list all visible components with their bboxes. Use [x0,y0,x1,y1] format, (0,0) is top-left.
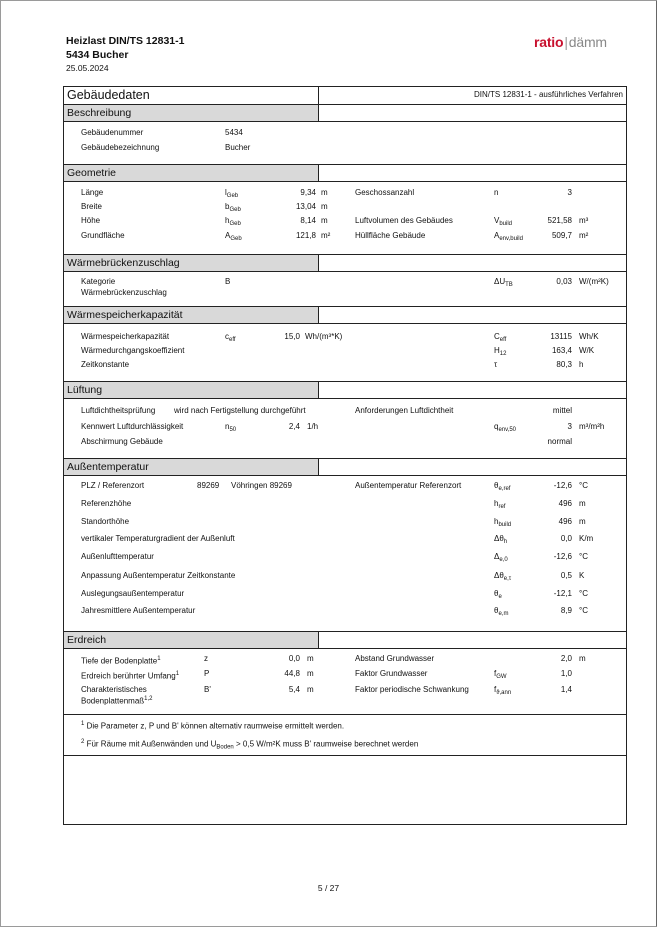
label-waermebrueckenzuschlag: Wärmebrückenzuschlag [81,288,167,297]
section-geometrie: Geometrie [67,167,117,179]
label-gebaeudenummer: Gebäudenummer [81,128,144,137]
value-kategorie: B [225,277,231,286]
value-gebaeudebezeichnung: Bucher [225,143,251,152]
footnote-2: $^2$ Für Räume mit Außenwänden und $U_{Boden} > 0,5$ W/m²K muss B' raumweise berechnet werden [81,739,419,751]
page-title: Gebäudedaten [67,88,150,102]
value-delta-utb: 0,03 [556,277,572,286]
section-aussentemperatur: Außentemperatur [67,461,149,473]
section-waermebruecken: Wärmebrückenzuschlag [67,257,180,269]
building-data-table: Gebäudedaten DIN/TS 12831-1 - ausführliches Verfahren Beschreibung Gebäudenummer 5434 Gebäudebezeichnung Bucher Geometrie Länge $l_{Geb}$ 9,34 m Geschossanzahl n 3 Breite $b_{Geb}$ 13,04 m Höhe $h_{Geb}$ 8,14 m Luftvolumen des Gebäudes $V_{build}$ 521,58 m³ Grundfläche $A_{Geb}$ 121,8 m² Hüllfläche Gebäude $A_{env,build}$ 509,7 m² Wärmebrückenzuschlag Kategorie Wärmebrückenzuschlag B $\Delta U_{TB}$ 0,03 W/(m²K) Wärmespeicherkapazität Wärmespeicherkapazität $c_{eff}$ 15,0 Wh/(m³*K) $C_{eff}$ 13115 Wh/K Wärmedurchgangskoeffizient $H_{12}$ 163,4 W/K Zeitkonstante τ 80,3 h Lüftung Luftdichtheitsprüfung wird nach Fertigstellung durchgeführt Anforderungen Luftdichtheit mittel Kennwert Luftdurchlässigkeit $n_{50}$ 2,4 1/h $q_{env,50}$ 3 m³/m²h Abschirmung Gebäude normal Außentemperatur PLZ / Referenzort 89269 Vöhringen 89269 Außentemperatur Referenzort $\theta_{e,ref}$ -12,6 °C Referenzhöhe $h_{ref}$ 496 m Standorthöhe $h_{build}$ 496 m vertikaler Temperaturgradient der Außenluft $\Delta\theta_h$ 0,0 K/m Außenlufttemperatur $\Delta_{e,0}$ -12,6 °C Anpassung Außentemperatur Zeitkonstante $\Delta\theta_{e,\tau}$ 0,5 K Auslegungsaußentemperatur $\theta_e$ -12,1 °C Jahresmittlere Außentemperatur $\theta_{e,m}$ 8,9 °C Erdreich Tiefe der Bodenplatte$^1$ z 0,0 m Abstand Grundwasser 2,0 m Erdreich berührter Umfang$^1$ P 44,8 m Faktor Grundwasser $f_{GW}$ 1,0 Charakteristisches Bodenplattenmaß$^{1,2}$ B' 5,4 m Faktor periodische Schwankung $f_{ϑ,ann}$ 1,4 $^1$ Die Parameter z, P und B' können alternativ raumweise ermittelt werden. $^2$ Für Räume mit Außenwänden und $U_{Boden} > 0,5$ W/m²K muss B' raumweise berechnet werden [63,86,627,825]
footnote-1: $^1$ Die Parameter z, P und B' können alternativ raumweise ermittelt werden. [81,721,345,731]
report-date: 25.05.2024 [66,63,109,73]
section-erdreich: Erdreich [67,634,107,646]
calculation-method: DIN/TS 12831-1 - ausführliches Verfahren [474,90,623,99]
label-kategorie: Kategorie [81,277,116,286]
label-gebaeudebezeichnung: Gebäudebezeichnung [81,143,160,152]
project-name: 5434 Bucher [66,49,129,61]
report-title: Heizlast DIN/TS 12831-1 [66,35,185,47]
section-beschreibung: Beschreibung [67,107,132,119]
section-lueftung: Lüftung [67,384,103,396]
page-number: 5 / 27 [317,883,340,893]
unit-delta-utb: W/(m²K) [579,277,609,286]
document-header [66,34,184,74]
symbol-delta-utb: $\Delta U_{TB}$ [494,277,513,288]
value-gebaeudenummer: 5434 [225,128,243,137]
section-speicher: Wärmespeicherkapazität [67,309,183,321]
company-logo: ratio|dämm [534,34,607,50]
